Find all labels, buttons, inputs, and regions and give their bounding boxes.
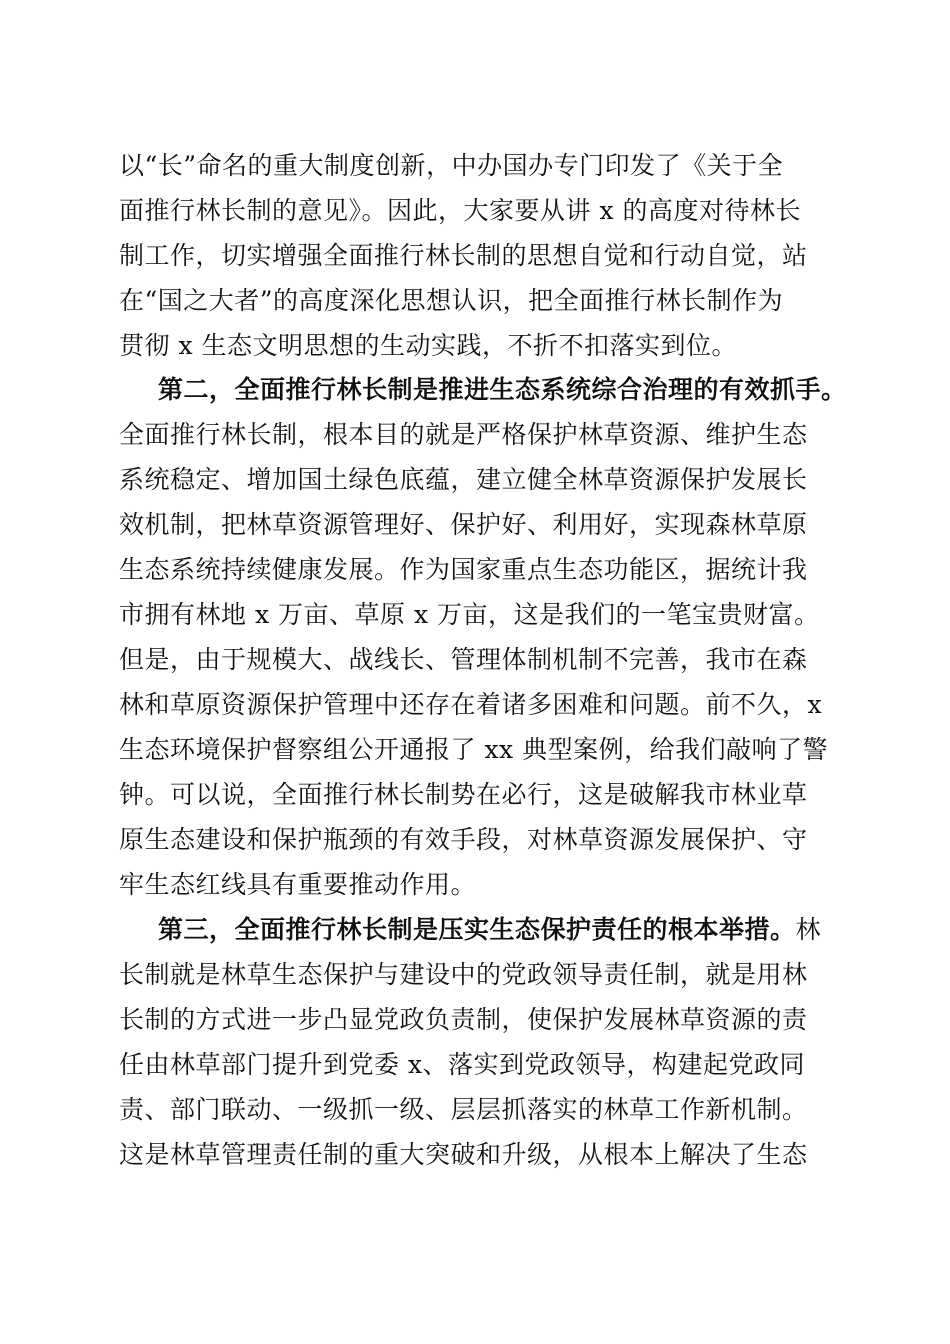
text-line: 但是，由于规模大、战线长、管理体制机制不完善，我市在森 [119, 645, 808, 674]
text-line: 生态环境保护督察组公开通报了 xx 典型案例，给我们敲响了警 [119, 735, 829, 764]
section-heading-second: 第二，全面推行林长制是推进生态系统综合治理的有效抓手。 [158, 375, 847, 404]
text-line: 全面推行林长制，根本目的就是严格保护林草资源、维护生态 [119, 420, 808, 449]
text-line: 长制的方式进一步凸显党政负责制，使保护发展林草资源的责 [119, 1005, 808, 1034]
text-run: 林 [795, 915, 822, 944]
text-line: 贯彻 x 生态文明思想的生动实践，不折不扣落实到位。 [119, 331, 737, 360]
text-line: 长制就是林草生态保护与建设中的党政领导责任制，就是用林 [119, 960, 808, 989]
text-line: 这是林草管理责任制的重大突破和升级，从根本上解决了生态 [119, 1140, 808, 1169]
text-line: 牢生态红线具有重要推动作用。 [119, 870, 477, 899]
text-line: 市拥有林地 x 万亩、草原 x 万亩，这是我们的一笔宝贵财富。 [119, 600, 820, 629]
text-line: 责、部门联动、一级抓一级、层层抓落实的林草工作新机制。 [119, 1095, 808, 1124]
text-line: 林和草原资源保护管理中还存在着诸多困难和问题。前不久，x [119, 690, 823, 719]
text-line: 钟。可以说，全面推行林长制势在必行，这是破解我市林业草 [119, 780, 808, 809]
text-line: 生态系统持续健康发展。作为国家重点生态功能区，据统计我 [119, 555, 808, 584]
text-line: 在“国之大者”的高度深化思想认识，把全面推行林长制作为 [119, 286, 784, 315]
text-line: 以“长”命名的重大制度创新，中办国办专门印发了《关于全 [119, 151, 784, 180]
text-line: 系统稳定、增加国土绿色底蕴，建立健全林草资源保护发展长 [119, 465, 808, 494]
section-heading-third: 第三，全面推行林长制是压实生态保护责任的根本举措。 [158, 915, 796, 944]
text-line: 制工作，切实增强全面推行林长制的思想自觉和行动自觉，站 [119, 241, 808, 270]
text-line: 任由林草部门提升到党委 x、落实到党政领导，构建起党政同 [119, 1050, 806, 1079]
text-line: 效机制，把林草资源管理好、保护好、利用好，实现森林草原 [119, 510, 808, 539]
text-line: 原生态建设和保护瓶颈的有效手段，对林草资源发展保护、守 [119, 825, 808, 854]
text-line: 面推行林长制的意见》。因此，大家要从讲 x 的高度对待林长 [119, 196, 801, 225]
section-third-first-line [158, 910, 848, 950]
